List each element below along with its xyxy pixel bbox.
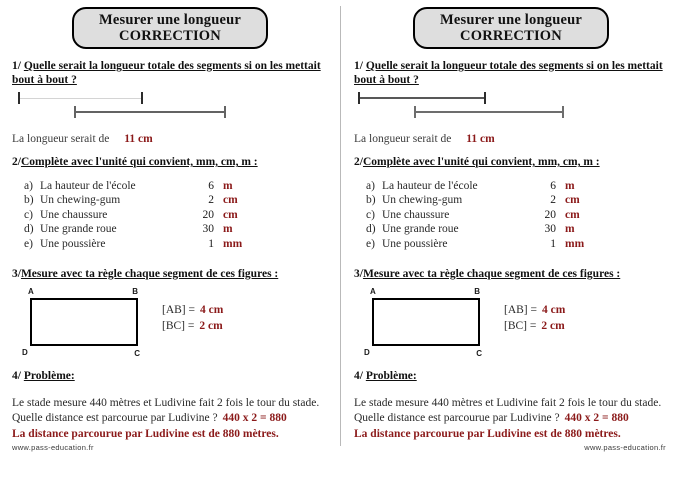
item-unit: m — [223, 223, 233, 235]
list-item — [24, 179, 328, 194]
vertex-label-b: B — [474, 286, 480, 296]
item-unit: cm — [565, 208, 580, 221]
measure-label: [AB] = — [162, 303, 195, 316]
segments-diagram — [354, 95, 668, 129]
item-label: Une grande roue — [382, 223, 459, 235]
measure-value: 4 cm — [542, 303, 566, 316]
title-line-1: Mesurer une longueur — [98, 11, 242, 28]
question-2-number: 2/ — [354, 156, 363, 168]
item-unit: mm — [223, 237, 243, 250]
item-number: 6 — [550, 179, 556, 192]
item-number: 20 — [202, 208, 214, 221]
item-unit: mm — [565, 237, 585, 250]
figure-area — [354, 288, 668, 362]
footer-url-right[interactable]: www.pass-education.fr — [584, 443, 666, 452]
item-letter: b) — [366, 194, 376, 206]
item-label: Une chaussure — [382, 208, 450, 221]
problem-body — [354, 396, 668, 442]
segment-bottom-line — [74, 111, 226, 113]
list-item — [24, 208, 328, 223]
figure-area — [12, 288, 328, 362]
unit-list — [24, 179, 328, 252]
title-box — [72, 7, 268, 49]
list-item — [366, 208, 668, 223]
segment-top-line — [18, 98, 143, 99]
measure-label: [AB] = — [504, 303, 537, 316]
segment-top-tick-right — [141, 92, 143, 104]
segment-top-tick-left — [18, 92, 20, 104]
question-1-answer — [354, 133, 668, 145]
item-letter: c) — [366, 208, 375, 221]
measure-values — [504, 302, 565, 334]
measure-label: [BC] = — [162, 319, 195, 332]
segment-bottom-tick-left — [414, 106, 416, 118]
problem-line-2: Quelle distance est parcourue par Ludivine ? — [12, 412, 218, 424]
question-1-answer — [12, 133, 328, 145]
segment-bottom — [74, 111, 226, 113]
item-label: Un chewing-gum — [382, 194, 463, 206]
question-1-number: 1/ — [12, 60, 21, 72]
question-1-text: Quelle serait la longueur totale des segments si on les mettait bout à bout ? — [354, 60, 663, 86]
measure-value: 2 cm — [199, 319, 223, 332]
question-2-text: Complète avec l'unité qui convient, mm, cm, m : — [362, 156, 600, 168]
question-4-text: Problème: — [23, 369, 75, 382]
rectangle-shape — [372, 298, 480, 346]
title-line-2: CORRECTION — [460, 27, 562, 44]
vertex-label-c: C — [134, 348, 140, 358]
question-1-heading — [354, 60, 668, 87]
question-4-number: 4/ — [12, 369, 21, 382]
measure-value: 2 cm — [541, 319, 565, 332]
question-3-number: 3/ — [354, 268, 363, 280]
worksheet-column-right — [340, 0, 680, 480]
segment-bottom-tick-right — [224, 106, 226, 118]
question-1-number: 1/ — [354, 60, 363, 72]
question-1-answer-prefix: La longueur serait de — [354, 133, 452, 145]
title-line-1: Mesurer une longueur — [439, 11, 583, 28]
item-letter: d) — [24, 223, 34, 235]
title-box — [413, 7, 609, 49]
measure-row — [504, 318, 565, 334]
question-4-number: 4/ — [354, 369, 363, 382]
problem-final-answer: La distance parcourue par Ludivine est de 880 mètres. — [12, 428, 279, 440]
question-3-text: Mesure avec ta règle chaque segment de ces figures : — [362, 268, 621, 280]
footer-url-left[interactable]: www.pass-education.fr — [12, 443, 94, 452]
item-unit: m — [565, 179, 575, 192]
question-1-text: Quelle serait la longueur totale des segments si on les mettait bout à bout ? — [12, 60, 321, 86]
item-letter: e) — [366, 237, 375, 250]
item-unit: cm — [223, 208, 238, 221]
list-item — [366, 193, 668, 208]
question-3-number: 3/ — [12, 268, 21, 280]
item-number: 30 — [544, 223, 556, 235]
vertex-label-d: D — [22, 347, 28, 357]
item-label: Une chaussure — [40, 208, 108, 221]
item-unit: cm — [223, 194, 238, 206]
item-label: Une poussière — [40, 237, 106, 250]
item-letter: b) — [24, 194, 34, 206]
question-4-heading — [12, 370, 328, 384]
rectangle-figure — [364, 286, 482, 358]
list-item — [366, 222, 668, 237]
item-number: 1 — [208, 237, 214, 250]
item-number: 1 — [550, 237, 556, 250]
unit-list — [366, 179, 668, 252]
item-number: 2 — [550, 194, 556, 206]
measure-row — [162, 302, 223, 318]
list-item — [366, 237, 668, 252]
item-number: 6 — [208, 179, 214, 192]
segment-top — [18, 97, 143, 99]
vertex-label-a: A — [28, 286, 34, 296]
segment-bottom-line — [414, 111, 564, 113]
question-2-text: Complète avec l'unité qui convient, mm, cm, m : — [20, 156, 258, 168]
segment-top-line — [358, 97, 486, 99]
question-1-answer-value: 11 cm — [466, 133, 495, 145]
measure-row — [162, 318, 223, 334]
item-label: Une poussière — [382, 237, 448, 250]
question-3-heading — [12, 268, 328, 282]
item-unit: m — [223, 179, 233, 192]
question-1-heading — [12, 60, 328, 87]
list-item — [24, 222, 328, 237]
question-1-answer-value: 11 cm — [124, 133, 153, 145]
item-number: 2 — [208, 194, 214, 206]
segment-bottom-tick-right — [562, 106, 564, 118]
item-unit: m — [565, 223, 575, 235]
list-item — [24, 193, 328, 208]
item-letter: a) — [24, 179, 33, 192]
question-3-text: Mesure avec ta règle chaque segment de ces figures : — [20, 268, 279, 280]
question-3-heading — [354, 268, 668, 282]
measure-values — [162, 302, 223, 334]
measure-label: [BC] = — [504, 319, 537, 332]
segments-diagram — [12, 95, 328, 129]
question-4-text: Problème: — [365, 369, 417, 382]
problem-final-answer: La distance parcourue par Ludivine est de 880 mètres. — [354, 428, 621, 440]
rectangle-shape — [30, 298, 138, 346]
title-line-2: CORRECTION — [119, 27, 221, 44]
vertex-label-b: B — [132, 286, 138, 296]
item-label: La hauteur de l'école — [40, 179, 136, 192]
problem-calculation: 440 x 2 = 880 — [564, 412, 629, 424]
segment-top-tick-right — [484, 92, 486, 104]
item-letter: c) — [24, 208, 33, 221]
question-2-heading — [354, 156, 668, 170]
problem-line-1: Le stade mesure 440 mètres et Ludivine fait 2 fois le tour du stade. — [354, 397, 662, 409]
measure-row — [504, 302, 565, 318]
list-item — [24, 237, 328, 252]
segment-top-tick-left — [358, 92, 360, 104]
item-number: 30 — [202, 223, 214, 235]
item-number: 20 — [544, 208, 556, 221]
segment-top — [358, 97, 486, 99]
problem-line-2: Quelle distance est parcourue par Ludivine ? — [354, 412, 560, 424]
question-2-heading — [12, 156, 328, 170]
question-1-answer-prefix: La longueur serait de — [12, 133, 110, 145]
segment-bottom-tick-left — [74, 106, 76, 118]
item-label: Une grande roue — [40, 223, 117, 235]
vertex-label-c: C — [476, 348, 482, 358]
item-letter: e) — [24, 237, 33, 250]
item-label: La hauteur de l'école — [382, 179, 478, 192]
segment-bottom — [414, 111, 564, 113]
question-4-heading — [354, 370, 668, 384]
item-label: Un chewing-gum — [40, 194, 121, 206]
item-letter: d) — [366, 223, 376, 235]
problem-line-1: Le stade mesure 440 mètres et Ludivine fait 2 fois le tour du stade. — [12, 397, 320, 409]
problem-calculation: 440 x 2 = 880 — [222, 412, 287, 424]
vertex-label-a: A — [370, 286, 376, 296]
vertex-label-d: D — [364, 347, 370, 357]
item-letter: a) — [366, 179, 375, 192]
measure-value: 4 cm — [200, 303, 224, 316]
question-2-number: 2/ — [12, 156, 21, 168]
list-item — [366, 179, 668, 194]
problem-body — [12, 396, 328, 442]
item-unit: cm — [565, 194, 580, 206]
rectangle-figure — [22, 286, 140, 358]
